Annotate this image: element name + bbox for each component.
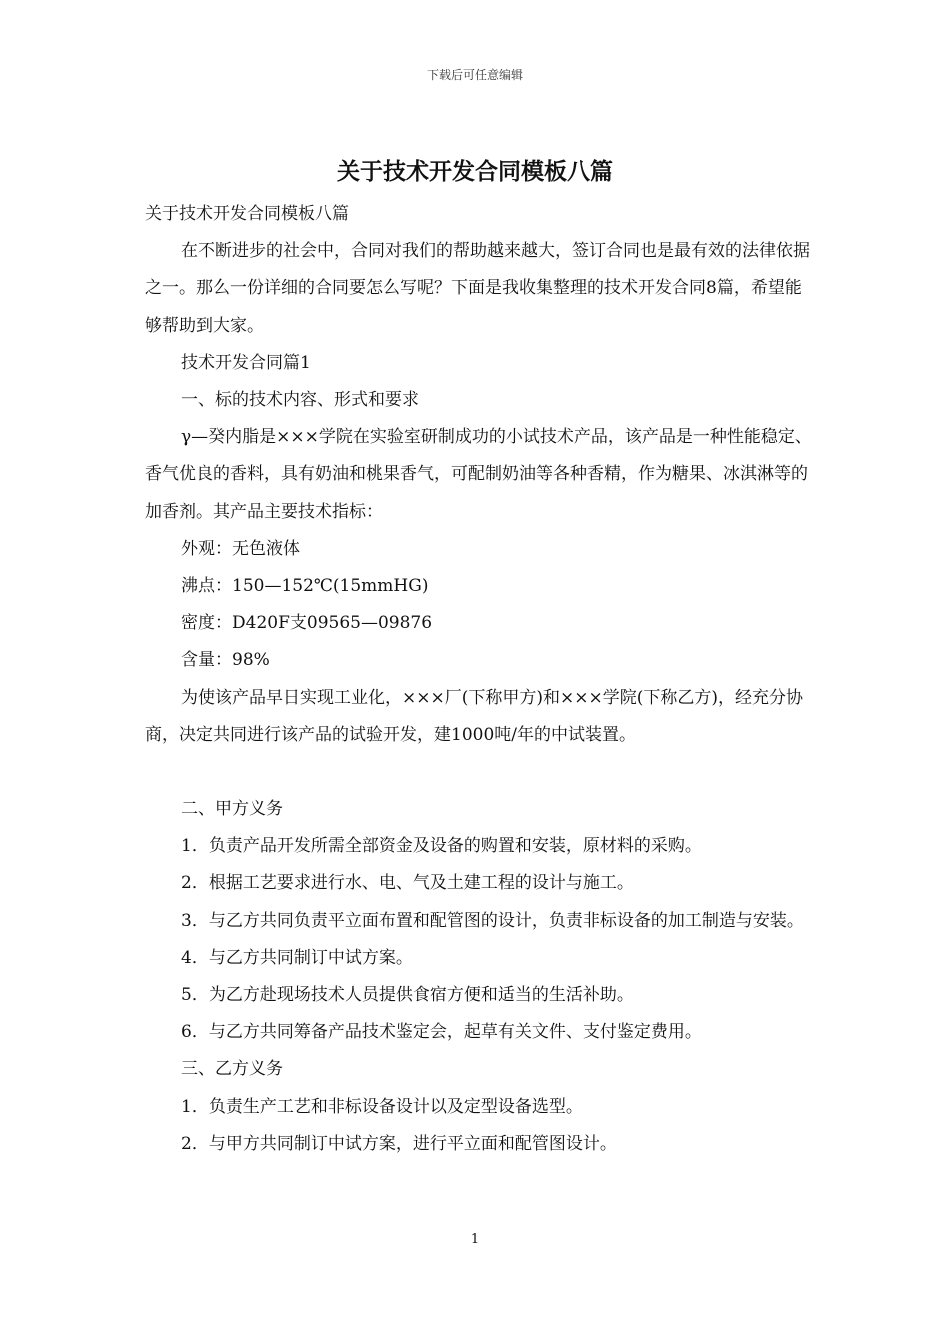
paragraph-party-a-1: 1．负责产品开发所需全部资金及设备的购置和安装，原材料的采购。 bbox=[181, 836, 702, 857]
paragraph-heading-1: 一、标的技术内容、形式和要求 bbox=[181, 390, 419, 411]
paragraph-party-a-6: 6．与乙方共同筹备产品技术鉴定会，起草有关文件、支付鉴定费用。 bbox=[181, 1022, 702, 1043]
paragraph-party-b-1: 1．负责生产工艺和非标设备设计以及定型设备选型。 bbox=[181, 1096, 583, 1117]
paragraph-purpose: 为使该产品早日实现工业化，×××厂(下称甲方)和×××学院(下称乙方)，经充分协商，决定共同进行该产品的试验开发，建1000吨/年的中试装置。 bbox=[145, 687, 803, 745]
paragraph-spec-density: 密度：D420F支09565—09876 bbox=[181, 613, 433, 634]
paragraph-party-a-2: 2．根据工艺要求进行水、电、气及土建工程的设计与施工。 bbox=[181, 873, 634, 894]
paragraph-section-heading: 技术开发合同篇1 bbox=[181, 352, 311, 373]
paragraph-party-a-4: 4．与乙方共同制订中试方案。 bbox=[181, 947, 413, 968]
paragraph-party-a-3: 3．与乙方共同负责平立面布置和配管图的设计，负责非标设备的加工制造与安装。 bbox=[181, 910, 804, 931]
paragraph-party-a-5: 5．为乙方赴现场技术人员提供食宿方便和适当的生活补助。 bbox=[181, 985, 634, 1006]
paragraph-heading-2: 二、甲方义务 bbox=[181, 799, 283, 820]
paragraph-subtitle: 关于技术开发合同模板八篇 bbox=[145, 204, 349, 224]
header-note: 下载后可任意编辑 bbox=[426, 68, 523, 82]
paragraph-spec-boiling-point: 沸点：150—152℃(15mmHG) bbox=[181, 576, 429, 597]
paragraph-intro: 在不断进步的社会中，合同对我们的帮助越来越大，签订合同也是最有效的法律依据之一。那么一份详细的合同要怎么写呢？下面是我收集整理的技术开发合同8篇，希望能够帮助到大家。 bbox=[145, 241, 810, 336]
paragraph-spec-appearance: 外观：无色液体 bbox=[181, 538, 300, 559]
paragraph-product-description: γ—癸内脂是×××学院在实验室研制成功的小试技术产品，该产品是一种性能稳定、香气优良的香料，具有奶油和桃果香气，可配制奶油等各种香精，作为糖果、冰淇淋等的加香剂。其产品主要技术指标： bbox=[145, 427, 812, 522]
paragraph-party-b-2: 2．与甲方共同制订中试方案，进行平立面和配管图设计。 bbox=[181, 1133, 617, 1154]
document-title: 关于技术开发合同模板八篇 bbox=[337, 159, 613, 185]
document-body bbox=[145, 196, 815, 1163]
page-number: 1 bbox=[470, 1232, 480, 1247]
paragraph-heading-3: 三、乙方义务 bbox=[181, 1059, 283, 1080]
paragraph-spec-content: 含量：98% bbox=[181, 650, 270, 671]
blank-line bbox=[145, 754, 815, 791]
